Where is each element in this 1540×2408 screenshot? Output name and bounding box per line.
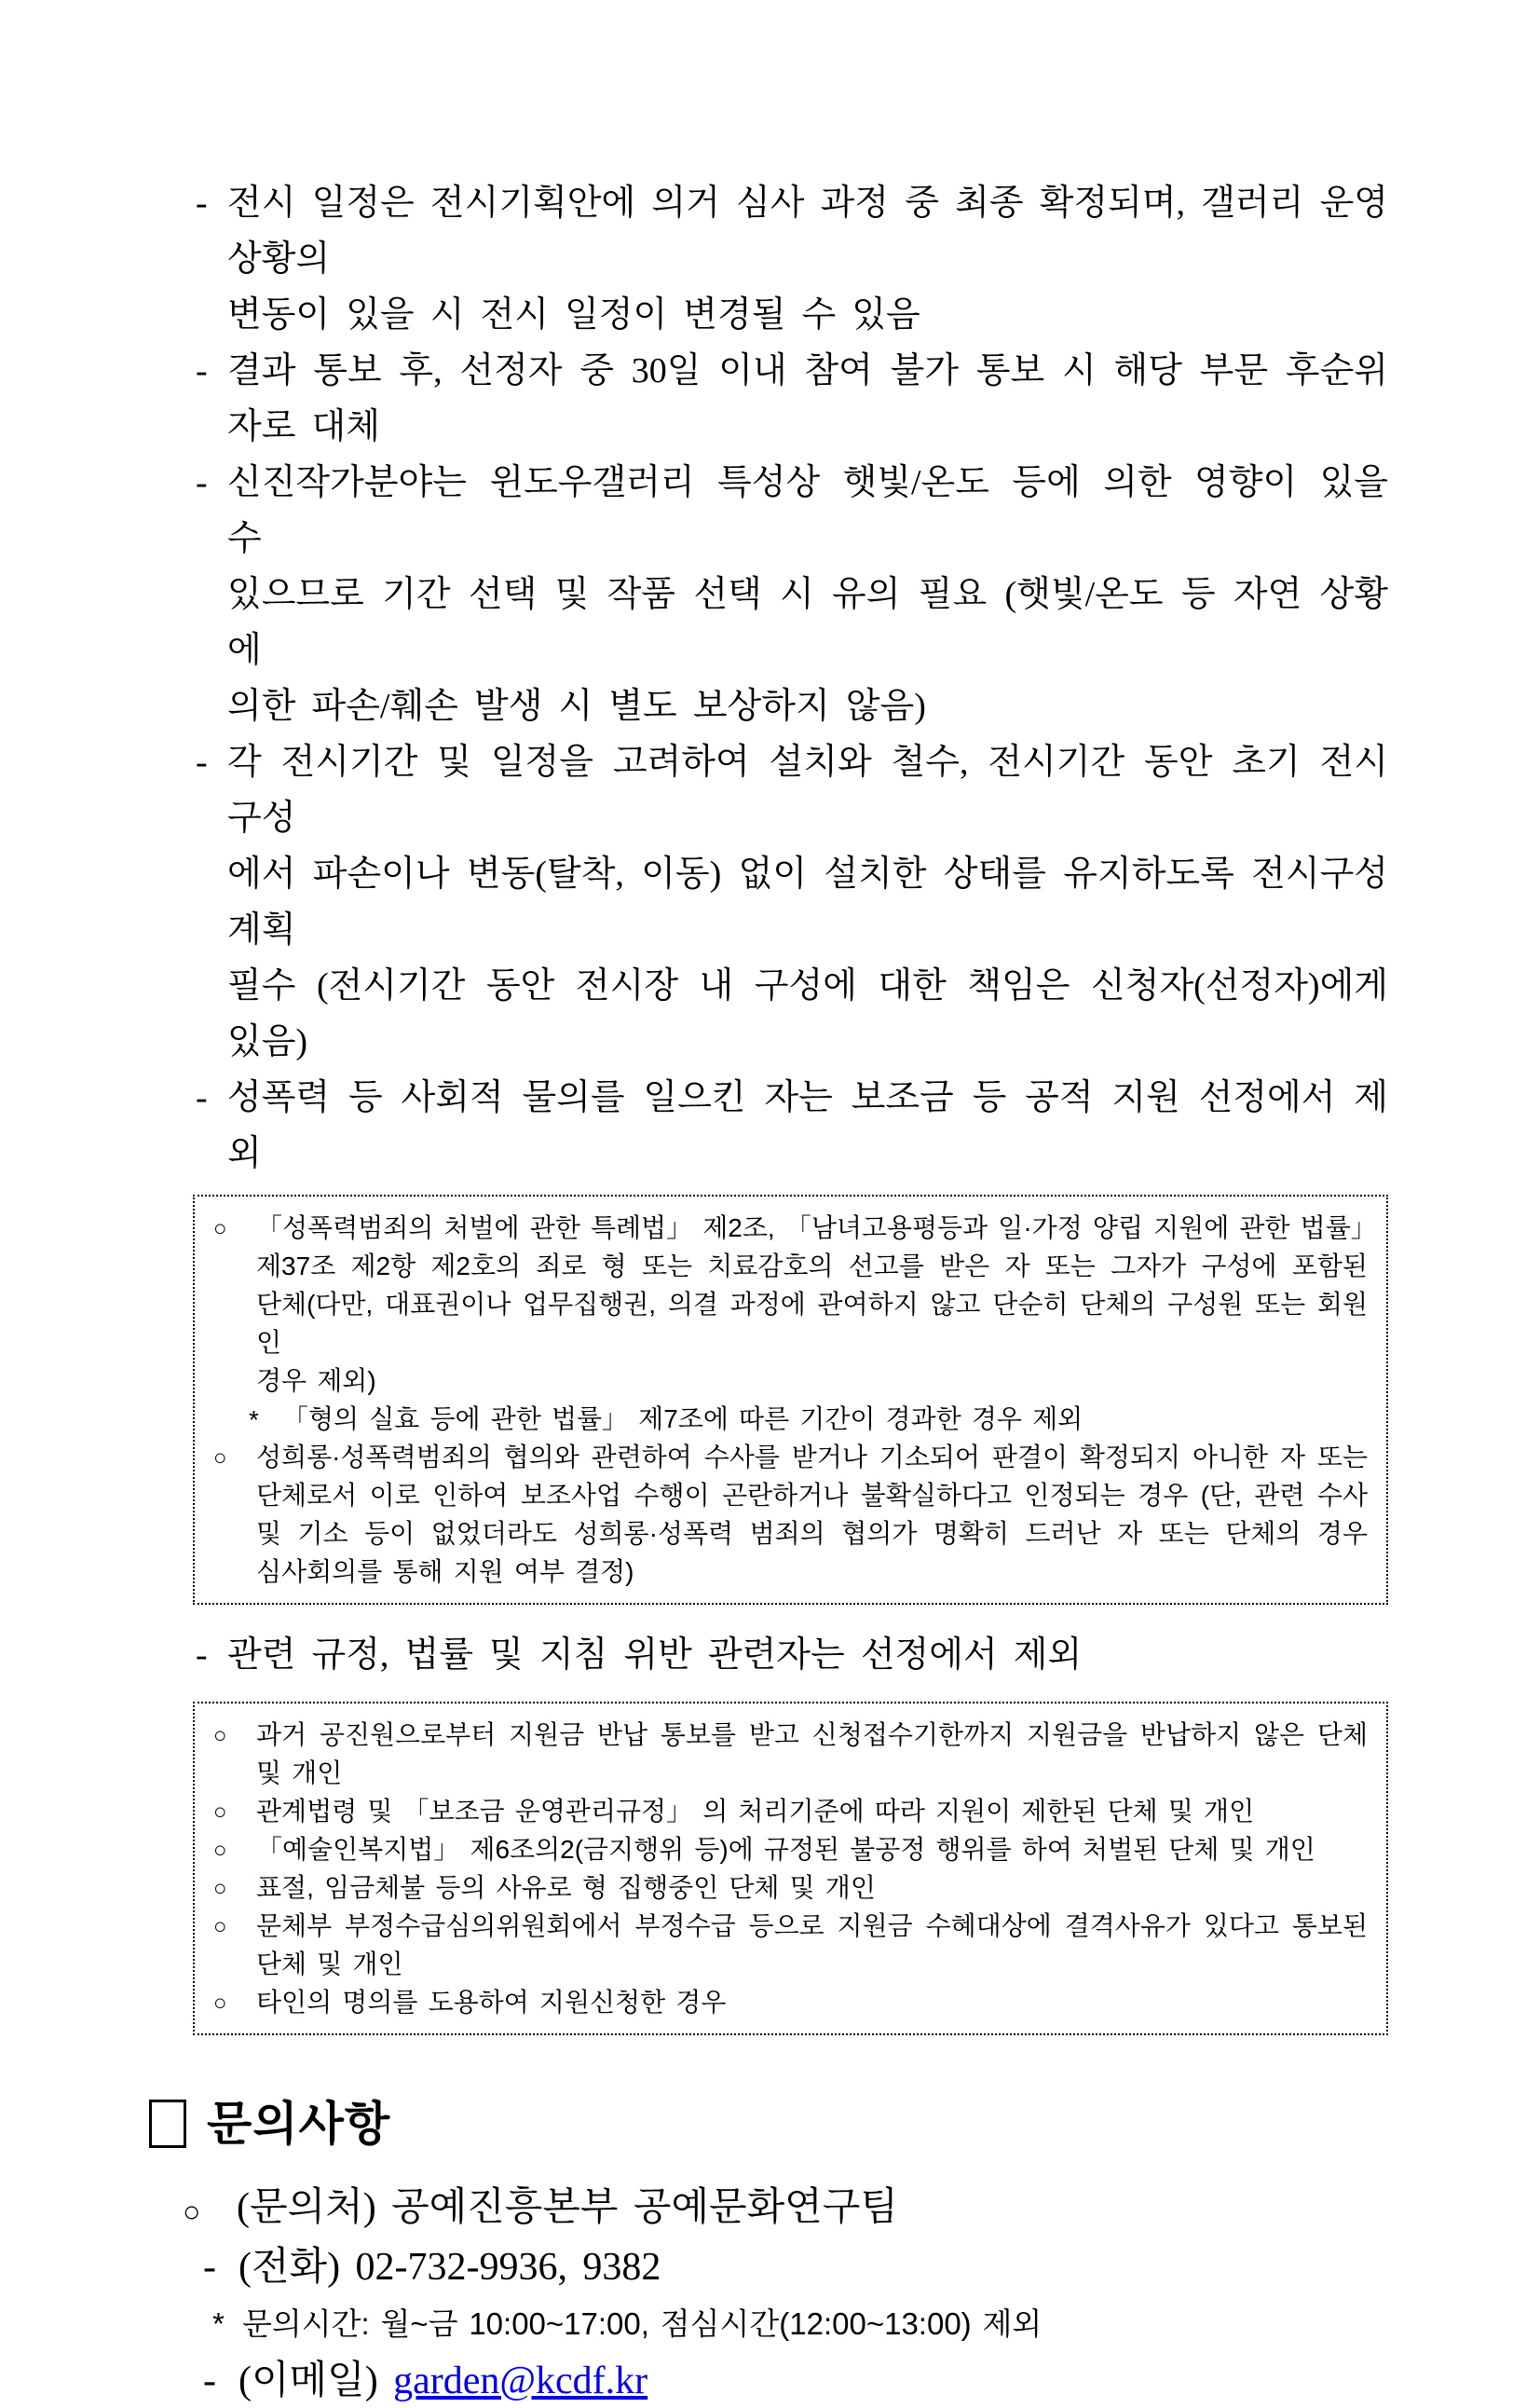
- inquiry-contact-line: [183, 2181, 1388, 2235]
- legal-exclusion-box: [193, 1195, 1388, 1605]
- text-line: 「예술인복지법」 제6조의2(금지행위 등)에 규정된 불공정 행위를 하여 처벌된 단체 및 개인: [256, 1835, 1315, 1864]
- text-line: 에서 파손이나 변동(탈착, 이동) 없이 설치한 상태를 유지하도록 전시구성 계획: [227, 855, 1388, 950]
- circle-marker: ○: [213, 1876, 227, 1901]
- text-line: 신진작가분야는 윈도우갤러리 특성상 햇빛/온도 등에 의한 영향이 있을 수: [227, 463, 1388, 558]
- exhibition-notes-list: [196, 175, 1388, 1182]
- dash-marker: -: [196, 351, 208, 390]
- legal-box-item: [210, 1438, 1368, 1591]
- restriction-box-item: [210, 1907, 1368, 1983]
- box-item-lines: [256, 1907, 1368, 1983]
- email-link[interactable]: garden@kcdf.kr: [393, 2360, 648, 2402]
- circle-marker: ○: [213, 1991, 227, 2016]
- note-lines: [227, 455, 1388, 734]
- inquiry-email-label: (이메일): [238, 2360, 378, 2402]
- text-line: 문체부 부정수급심의위원회에서 부정수급 등으로 지원금 수혜대상에 결격사유가 있다고 통보된: [256, 1911, 1368, 1940]
- inquiry-heading: [149, 2097, 1388, 2151]
- restriction-box-item: [210, 1716, 1368, 1792]
- text-line: 표절, 임금체불 등의 사유로 형 집행중인 단체 및 개인: [256, 1873, 876, 1902]
- asterisk-marker: *: [212, 2306, 225, 2341]
- inquiry-phone-line: [203, 2240, 1388, 2294]
- note-item: [196, 343, 1388, 455]
- box-item-lines: [282, 1400, 1368, 1438]
- circle-marker: ○: [213, 1445, 227, 1471]
- circle-marker: ○: [213, 1216, 227, 1241]
- text-line: 단체로서 이로 인하여 보조사업 수행이 곤란하거나 불확실하다고 인정되는 경우 (단, 관련 수사: [256, 1481, 1368, 1510]
- content-area: [149, 175, 1388, 2408]
- text-line: 있으므로 기간 선택 및 작품 선택 시 유의 필요 (햇빛/온도 등 자연 상황에: [227, 575, 1388, 670]
- circle-marker: ○: [213, 1799, 227, 1825]
- box-item-lines: [256, 1209, 1377, 1400]
- restriction-box-item: [210, 1830, 1368, 1868]
- text-line: 단체 및 개인: [256, 1950, 403, 1978]
- text-line: 관계법령 및 「보조금 운영관리규정」 의 처리기준에 따라 지원이 제한된 단체 및 개인: [256, 1797, 1255, 1826]
- note-lines: [227, 175, 1388, 343]
- inquiry-heading-title: 문의사항: [207, 2098, 391, 2150]
- dash-marker: -: [203, 2246, 216, 2289]
- box-item-lines: [256, 1868, 1368, 1907]
- circle-marker: ○: [213, 1914, 227, 1939]
- inquiry-contact-text: (문의처) 공예진흥본부 공예문화연구팀: [237, 2186, 898, 2229]
- restriction-box-item: [210, 1868, 1368, 1907]
- text-line: 제37조 제2항 제2호의 죄로 형 또는 치료감호의 선고를 받은 자 또는 그자가 구성에 포함된: [256, 1252, 1368, 1280]
- dash-marker: -: [196, 1635, 208, 1675]
- inquiry-hours-line: [212, 2302, 1388, 2346]
- inquiry-email-line: [203, 2354, 1388, 2408]
- box-item-lines: [256, 1792, 1368, 1830]
- box-item-lines: [256, 1830, 1368, 1868]
- circle-marker: ○: [183, 2195, 201, 2228]
- restriction-box: [193, 1702, 1388, 2035]
- text-line: 경우 제외): [256, 1366, 376, 1395]
- violation-note: [196, 1627, 1388, 1683]
- note-item: [196, 175, 1388, 343]
- inquiry-phone-text: (전화) 02-732-9936, 9382: [238, 2246, 661, 2289]
- restriction-box-item: [210, 1983, 1368, 2021]
- text-line: 변동이 있을 시 전시 일정이 변경될 수 있음: [227, 295, 920, 335]
- text-line: 결과 통보 후, 선정자 중 30일 이내 참여 불가 통보 시 해당 부문 후순위자로 대체: [227, 351, 1388, 446]
- text-line: 의한 파손/훼손 발생 시 별도 보상하지 않음): [227, 687, 926, 726]
- text-line: 필수 (전시기간 동안 전시장 내 구성에 대한 책임은 신청자(선정자)에게 있음): [227, 966, 1388, 1061]
- circle-marker: ○: [213, 1838, 227, 1863]
- text-line: 과거 공진원으로부터 지원금 반납 통보를 받고 신청접수기한까지 지원금을 반납하지 않은 단체 및 개인: [256, 1720, 1368, 1787]
- box-item-lines: [256, 1716, 1368, 1792]
- text-line: 성희롱·성폭력범죄의 협의와 관련하여 수사를 받거나 기소되어 판결이 확정되지 아니한 자 또는: [256, 1443, 1368, 1471]
- text-line: 타인의 명의를 도용하여 지원신청한 경우: [256, 1988, 727, 2017]
- dash-marker: -: [196, 1078, 208, 1117]
- box-item-lines: [256, 1438, 1368, 1591]
- note-lines: [227, 734, 1388, 1070]
- dash-marker: -: [196, 463, 208, 502]
- square-bullet-icon: [149, 2100, 186, 2148]
- text-line: 심사회의를 통해 지원 여부 결정): [256, 1557, 634, 1586]
- note-item: [196, 734, 1388, 1070]
- box-item-lines: [256, 1983, 1368, 2021]
- text-line: 「성폭력범죄의 처벌에 관한 특례법」 제2조, 「남녀고용평등과 일·가정 양립 지원에 관한 법률」: [256, 1213, 1377, 1242]
- dash-marker: -: [196, 743, 208, 782]
- text-line: 「형의 실효 등에 관한 법률」 제7조에 따른 기간이 경과한 경우 제외: [282, 1404, 1083, 1433]
- legal-box-item: [210, 1209, 1377, 1400]
- text-line: 단체(다만, 대표권이나 업무집행권, 의결 과정에 관여하지 않고 단순히 단체의 구성원 또는 회원인: [256, 1290, 1368, 1357]
- legal-box-item: [210, 1400, 1368, 1438]
- circle-marker: ○: [213, 1723, 227, 1748]
- violation-note-text: 관련 규정, 법률 및 지침 위반 관련자는 선정에서 제외: [227, 1635, 1083, 1675]
- note-lines: [227, 1070, 1388, 1182]
- text-line: 성폭력 등 사회적 물의를 일으킨 자는 보조금 등 공적 지원 선정에서 제외: [227, 1078, 1388, 1173]
- dash-marker: -: [196, 184, 208, 223]
- inquiry-hours-text: 문의시간: 월~금 10:00~17:00, 점심시간(12:00~13:00) 제외: [242, 2306, 1043, 2341]
- note-lines: [227, 343, 1388, 455]
- text-line: 각 전시기간 및 일정을 고려하여 설치와 철수, 전시기간 동안 초기 전시 구성: [227, 743, 1388, 838]
- text-line: 및 기소 등이 없었더라도 성희롱·성폭력 범죄의 협의가 명확히 드러난 자 또는 단체의 경우: [256, 1519, 1368, 1548]
- dash-marker: -: [203, 2360, 216, 2402]
- text-line: 전시 일정은 전시기획안에 의거 심사 과정 중 최종 확정되며, 갤러리 운영상황의: [227, 184, 1388, 279]
- note-item: [196, 455, 1388, 734]
- circle-marker: *: [249, 1405, 259, 1434]
- note-item: [196, 1070, 1388, 1182]
- restriction-box-item: [210, 1792, 1368, 1830]
